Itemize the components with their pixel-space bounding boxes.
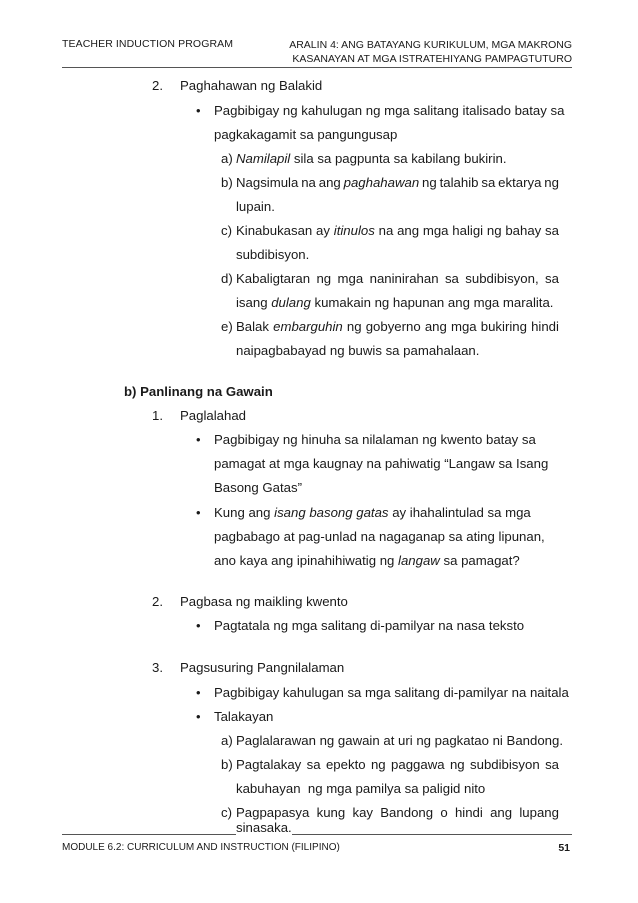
- bullet-icon: •: [196, 103, 201, 118]
- sub-item-label: a): [221, 733, 233, 748]
- word: ng: [422, 175, 437, 190]
- word: hindi: [454, 805, 483, 820]
- word: hindi: [531, 319, 559, 334]
- bullet-text: Pagtatala ng mga salitang di-pamilyar na nasa teksto: [214, 618, 525, 633]
- word: lupang: [519, 805, 559, 820]
- header-program-title: TEACHER INDUCTION PROGRAM: [62, 38, 234, 50]
- word: ng: [370, 757, 386, 772]
- word: Pagtalakay: [236, 757, 302, 772]
- italic-term: paghahawan: [343, 175, 420, 190]
- bullet-text: Pagbibigay ng hinuha sa nilalaman ng kwento batay sa: [214, 432, 536, 447]
- word: ng: [346, 319, 362, 334]
- header-lesson-title: [289, 38, 572, 66]
- sub-item-text-justified: [236, 271, 559, 287]
- bullet-icon: •: [196, 618, 201, 633]
- word: Bandong: [380, 805, 434, 820]
- word: sa: [306, 757, 321, 772]
- header-lesson-line-2: KASANAYAN AT MGA ISTRATEHIYANG PAMPAGTUTURO: [292, 53, 572, 65]
- sub-item-label: d): [221, 271, 233, 286]
- word: Nagsimula: [236, 175, 299, 190]
- bullet-text: [214, 505, 531, 521]
- word: ang: [490, 805, 513, 820]
- word: kay: [352, 805, 373, 820]
- sub-item-text-cont: lupain.: [236, 199, 275, 214]
- italic-term: dulang: [271, 295, 311, 310]
- word: haligi: [452, 223, 484, 238]
- text-run: kumakain ng hapunan ang mga maralita.: [310, 295, 554, 310]
- sub-item-text-justified: [236, 805, 559, 821]
- italic-term: embarguhin: [273, 319, 343, 334]
- word: bahay: [505, 223, 542, 238]
- word: ang: [397, 223, 420, 238]
- word: kung: [316, 805, 346, 820]
- footer-module-title: MODULE 6.2: CURRICULUM AND INSTRUCTION (FILIPINO): [62, 842, 340, 853]
- item-number: 2.: [152, 594, 163, 609]
- word: ay: [316, 223, 330, 238]
- word: ng: [316, 271, 332, 286]
- section-heading: [124, 384, 273, 400]
- word: talahib: [439, 175, 479, 190]
- footer-divider: [62, 834, 572, 835]
- word: na: [378, 223, 394, 238]
- bullet-text-cont: [214, 553, 520, 569]
- italic-term: itinulos: [333, 223, 375, 238]
- sub-item-label: c): [221, 805, 232, 820]
- sub-item-label: b): [221, 757, 233, 772]
- text-run: Kung ang: [214, 505, 275, 520]
- word: Kabaligtaran: [236, 271, 311, 286]
- word: Balak: [236, 319, 269, 334]
- word: ektarya: [498, 175, 542, 190]
- bullet-text-cont: pagbabago at pag-unlad na nagaganap sa ating lipunan,: [214, 529, 545, 544]
- sub-item-label: c): [221, 223, 232, 238]
- sub-item-text-cont: naipagbabayad ng buwis sa pamahalaan.: [236, 343, 480, 358]
- bullet-icon: •: [196, 709, 201, 724]
- word: mga: [337, 271, 364, 286]
- word: subdibisyon,: [465, 271, 539, 286]
- text-run: sa pamagat?: [439, 553, 520, 568]
- sub-item-label: a): [221, 151, 233, 166]
- sub-item-text-justified: [236, 223, 559, 239]
- item-number: 2.: [152, 78, 163, 93]
- item-title: Pagbasa ng maikling kwento: [180, 594, 348, 609]
- bullet-text-cont: Basong Gatas”: [214, 480, 302, 495]
- word: paggawa: [391, 757, 445, 772]
- sub-item-text-justified: [236, 319, 559, 335]
- word: sa: [545, 757, 559, 772]
- sub-item-label: b): [221, 175, 233, 190]
- word: subdibisyon: [470, 757, 540, 772]
- item-number: 1.: [152, 408, 163, 423]
- sub-item-text: Paglalarawan ng gawain at uri ng pagkatao ni Bandong.: [236, 733, 563, 748]
- sub-item-text-justified: [236, 175, 559, 191]
- item-title: Pagsusuring Pangnilalaman: [180, 660, 345, 675]
- sub-item-text-rest: sila sa pagpunta sa kabilang bukirin.: [290, 151, 507, 166]
- text-run: isang: [236, 295, 272, 310]
- word: ang: [318, 175, 341, 190]
- bullet-text: Pagbibigay ng kahulugan ng mga salitang italisado batay sa: [214, 103, 565, 118]
- bullet-text: Pagbibigay kahulugan sa mga salitang di-pamilyar na naitala: [214, 685, 569, 700]
- italic-term: Namilapil: [236, 151, 291, 166]
- sub-item-text: [236, 151, 507, 167]
- italic-term: isang basong gatas: [274, 505, 389, 520]
- word: mga: [422, 223, 449, 238]
- word: bukiring: [480, 319, 527, 334]
- word: na: [301, 175, 316, 190]
- word: sa: [481, 175, 496, 190]
- footer-page-number: 51: [558, 842, 570, 854]
- italic-term: langaw: [398, 553, 440, 568]
- sub-item-text-cont: subdibisyon.: [236, 247, 310, 262]
- item-number: 3.: [152, 660, 163, 675]
- bullet-text-cont: pamagat at mga kaugnay na pahiwatig “Langaw sa Isang: [214, 456, 549, 471]
- text-run: ay ihahalintulad sa mga: [388, 505, 531, 520]
- word: epekto: [325, 757, 366, 772]
- section-heading-text: b) Panlinang na Gawain: [124, 384, 273, 399]
- word: sa: [545, 223, 559, 238]
- bullet-icon: •: [196, 505, 201, 520]
- bullet-text: Talakayan: [214, 709, 274, 724]
- word: sa: [444, 271, 459, 286]
- word: o: [440, 805, 448, 820]
- word: ang: [424, 319, 447, 334]
- header-divider: [62, 67, 572, 68]
- item-title: Paghahawan ng Balakid: [180, 78, 323, 93]
- bullet-icon: •: [196, 432, 201, 447]
- word: ng: [544, 175, 559, 190]
- bullet-icon: •: [196, 685, 201, 700]
- word: sa: [545, 271, 559, 286]
- word: gobyerno: [365, 319, 421, 334]
- word: mga: [450, 319, 477, 334]
- item-title: Paglalahad: [180, 408, 246, 423]
- sub-item-text-cont: [236, 295, 553, 311]
- sub-item-text-cont: sinasaka.: [236, 820, 292, 835]
- word: ng: [449, 757, 465, 772]
- sub-item-label: e): [221, 319, 233, 334]
- word: Kinabukasan: [236, 223, 313, 238]
- text-run: ano kaya ang ipinahihiwatig ng: [214, 553, 399, 568]
- word: naninirahan: [369, 271, 439, 286]
- sub-item-text-cont: kabuhayan ng mga pamilya sa paligid nito: [236, 781, 486, 796]
- word: ng: [486, 223, 502, 238]
- sub-item-text-justified: [236, 757, 559, 773]
- header-lesson-line-1: ARALIN 4: ANG BATAYANG KURIKULUM, MGA MAKRONG: [289, 39, 572, 51]
- word: Pagpapasya: [236, 805, 310, 820]
- bullet-text-cont: pagkakagamit sa pangungusap: [214, 127, 398, 142]
